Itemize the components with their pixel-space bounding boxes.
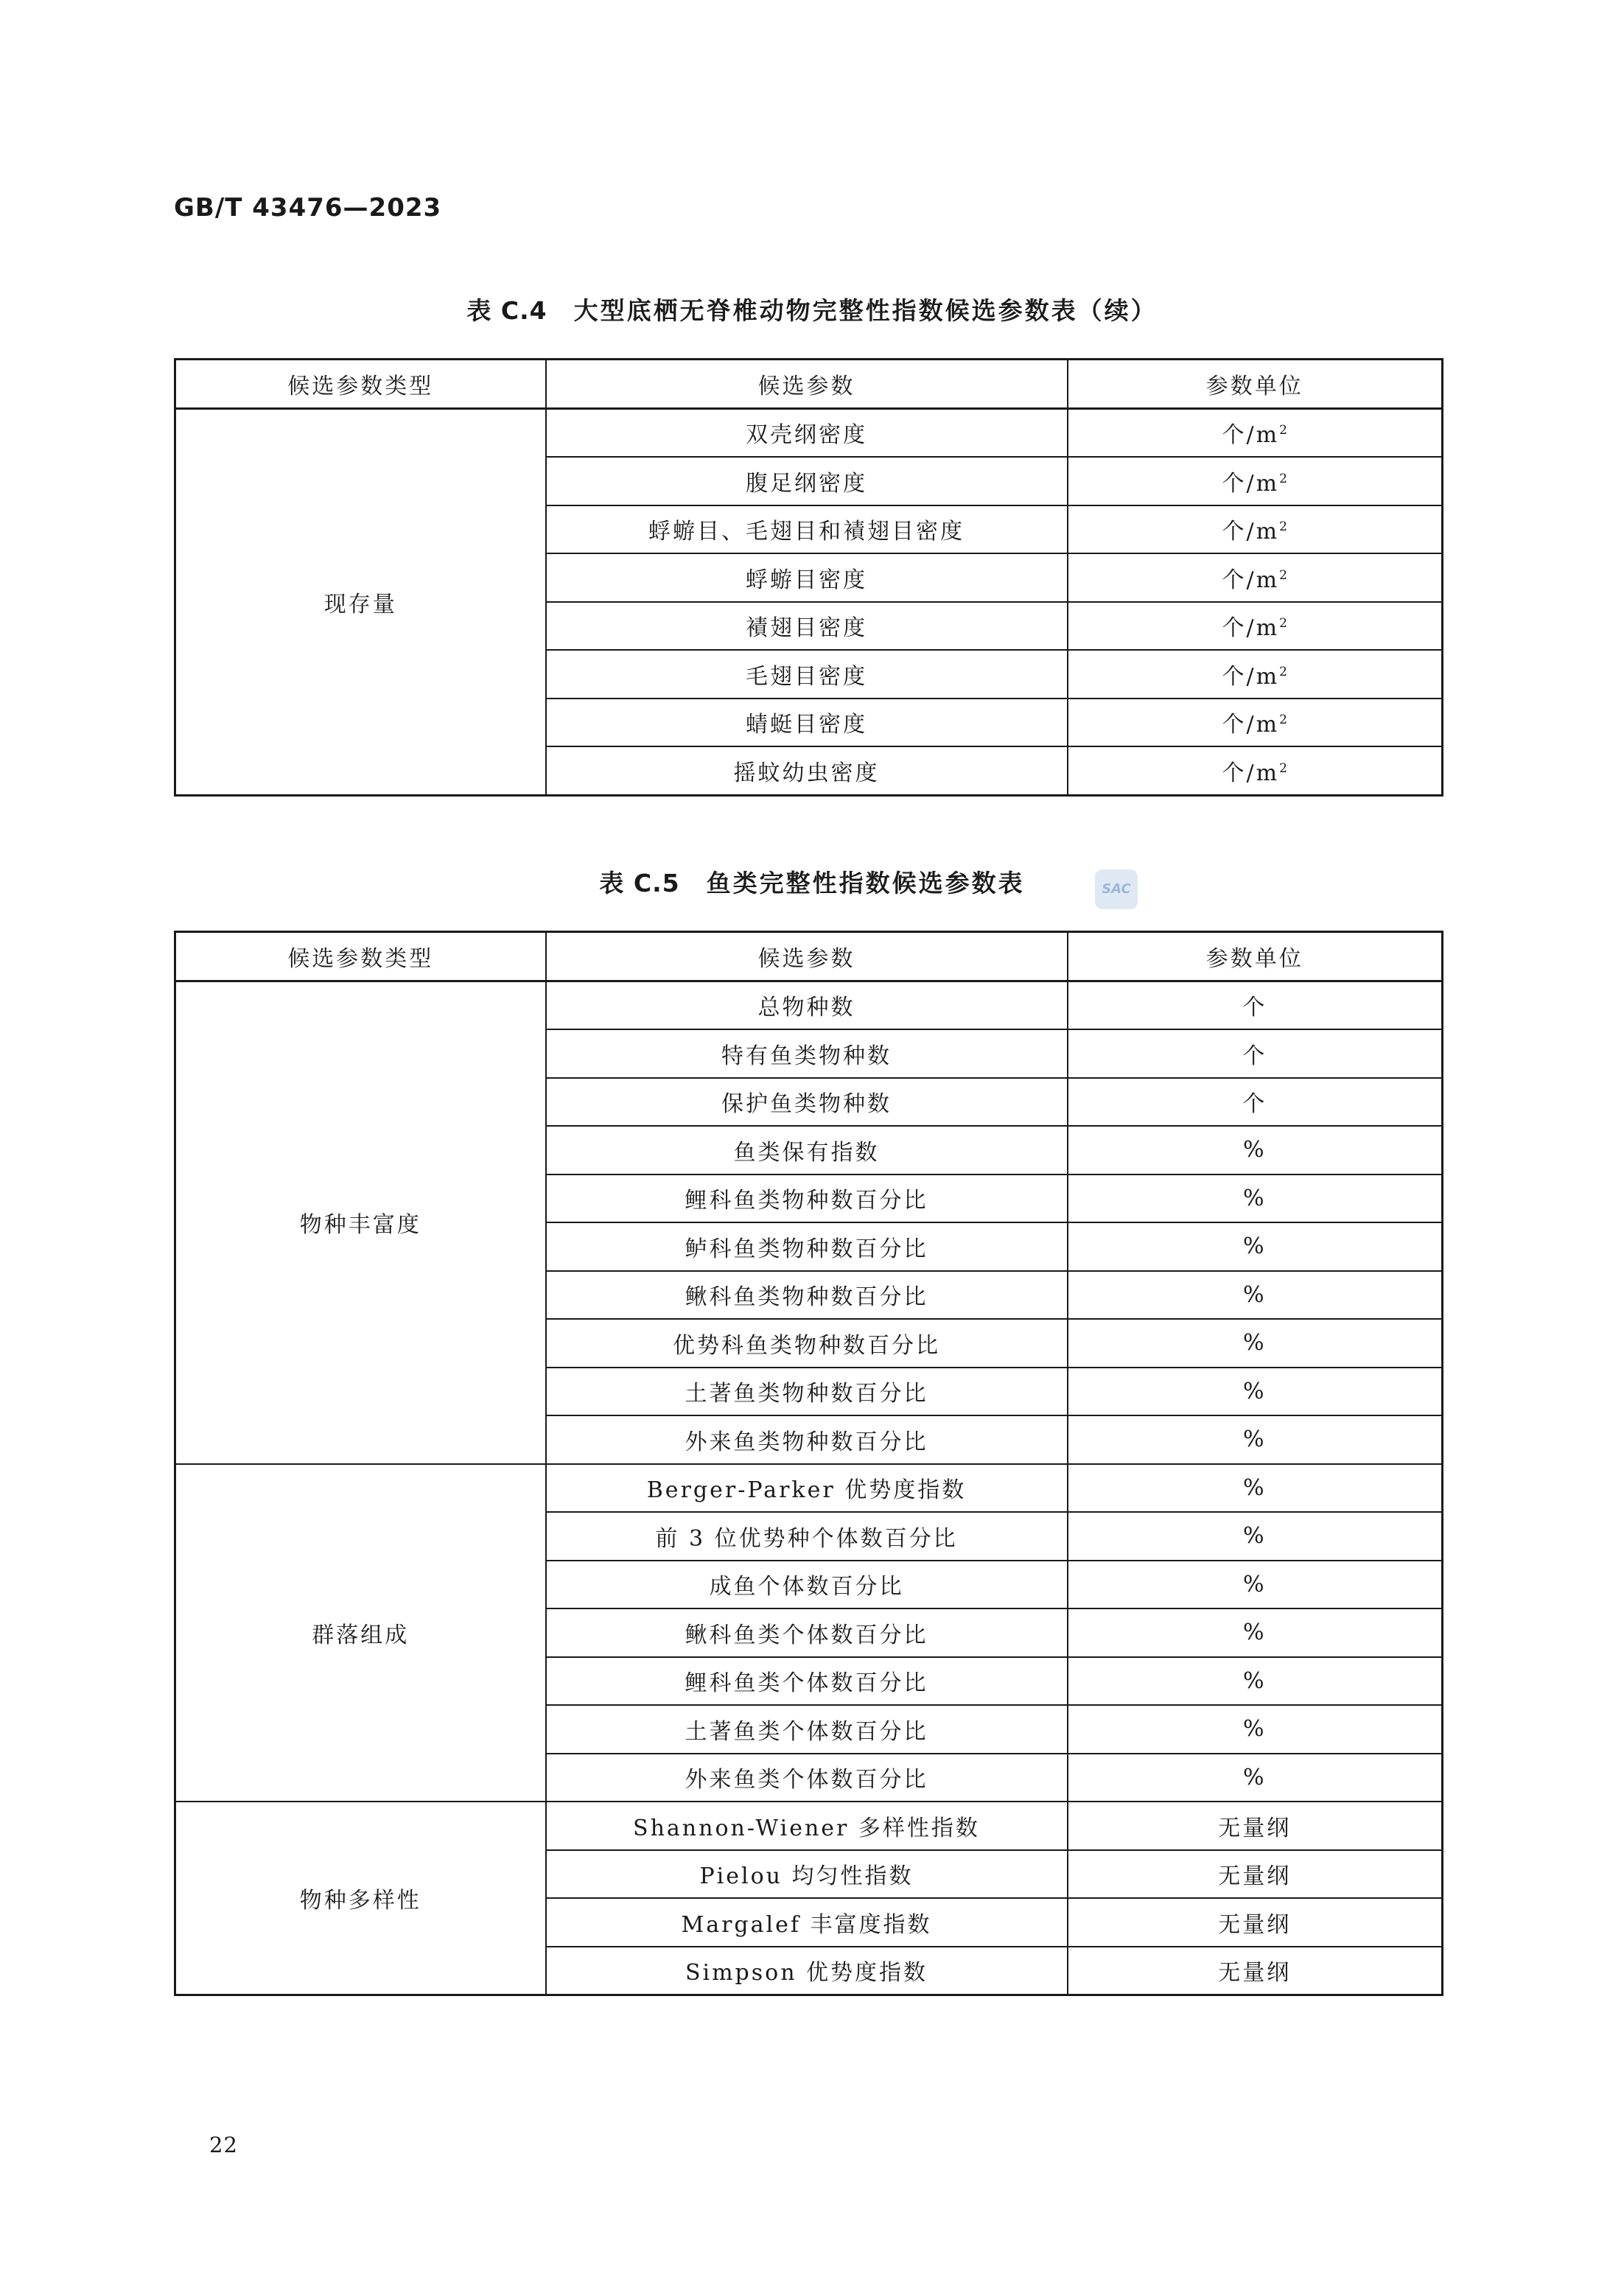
unit-text: 个/m xyxy=(1222,470,1280,497)
table-row xyxy=(175,1464,1443,1513)
param-cell: 成鱼个体数百分比 xyxy=(546,1561,1068,1609)
param-cell: 鲤科鱼类个体数百分比 xyxy=(546,1657,1068,1706)
header-cell-unit: 参数单位 xyxy=(1068,932,1443,981)
param-cell: 鳅科鱼类物种数百分比 xyxy=(546,1271,1068,1320)
param-cell: Pielou 均匀性指数 xyxy=(546,1850,1068,1899)
unit-cell xyxy=(1068,699,1443,747)
unit-exponent: 2 xyxy=(1279,664,1287,679)
unit-text: % xyxy=(1242,1764,1267,1790)
header-cell-unit: 参数单位 xyxy=(1068,360,1443,409)
unit-text: % xyxy=(1242,1185,1267,1211)
unit-cell xyxy=(1068,602,1443,651)
unit-exponent: 2 xyxy=(1279,760,1287,776)
header-cell-param: 候选参数 xyxy=(546,360,1068,409)
param-cell: 蜉蝣目、毛翅目和襀翅目密度 xyxy=(546,505,1068,554)
unit-text: % xyxy=(1242,1716,1267,1743)
table-c4-body xyxy=(175,408,1443,795)
unit-cell xyxy=(1068,1512,1443,1561)
unit-cell xyxy=(1068,408,1443,457)
param-cell: 保护鱼类物种数 xyxy=(546,1078,1068,1127)
table-c4-number: 表 C.4 xyxy=(466,296,547,325)
param-type-cell: 现存量 xyxy=(175,408,546,795)
unit-text: % xyxy=(1242,1281,1267,1308)
unit-text: 个/m xyxy=(1222,760,1280,786)
param-type-cell: 物种丰富度 xyxy=(175,981,546,1464)
param-cell: 双壳纲密度 xyxy=(546,408,1068,457)
param-cell: 蜻蜓目密度 xyxy=(546,699,1068,747)
param-type-cell: 群落组成 xyxy=(175,1464,546,1802)
unit-cell xyxy=(1068,1850,1443,1899)
unit-text: % xyxy=(1242,1137,1267,1163)
param-cell: 摇蚊幼虫密度 xyxy=(546,746,1068,795)
unit-text: % xyxy=(1242,1474,1267,1501)
unit-text: % xyxy=(1242,1426,1267,1453)
unit-cell xyxy=(1068,457,1443,505)
unit-text: 个/m xyxy=(1222,663,1280,690)
unit-text: 个/m xyxy=(1222,422,1280,449)
param-cell: 前 3 位优势种个体数百分比 xyxy=(546,1512,1068,1561)
param-cell: 鲤科鱼类物种数百分比 xyxy=(546,1174,1068,1223)
table-header-row xyxy=(175,360,1443,409)
param-cell: 鱼类保有指数 xyxy=(546,1126,1068,1174)
unit-cell xyxy=(1068,650,1443,699)
unit-cell xyxy=(1068,1319,1443,1368)
unit-cell xyxy=(1068,981,1443,1029)
unit-cell xyxy=(1068,1415,1443,1464)
unit-cell xyxy=(1068,1754,1443,1802)
param-cell: 总物种数 xyxy=(546,981,1068,1029)
table-c4-caption: 大型底栖无脊椎动物完整性指数候选参数表（续） xyxy=(573,296,1158,325)
unit-text: 个/m xyxy=(1222,712,1280,738)
param-cell: 特有鱼类物种数 xyxy=(546,1029,1068,1078)
unit-cell xyxy=(1068,505,1443,554)
param-cell: 襀翅目密度 xyxy=(546,602,1068,651)
table-row xyxy=(175,1802,1443,1850)
unit-exponent: 2 xyxy=(1279,567,1287,583)
unit-cell xyxy=(1068,1705,1443,1754)
unit-cell xyxy=(1068,1947,1443,1995)
unit-exponent: 2 xyxy=(1279,616,1287,631)
param-cell: 腹足纲密度 xyxy=(546,457,1068,505)
param-cell: 外来鱼类个体数百分比 xyxy=(546,1754,1068,1802)
unit-cell xyxy=(1068,1078,1443,1127)
param-cell: 土著鱼类个体数百分比 xyxy=(546,1705,1068,1754)
param-cell: 毛翅目密度 xyxy=(546,650,1068,699)
unit-cell xyxy=(1068,1029,1443,1078)
param-cell: Shannon-Wiener 多样性指数 xyxy=(546,1802,1068,1850)
unit-text: 无量纲 xyxy=(1218,1911,1292,1938)
unit-text: 无量纲 xyxy=(1218,1960,1292,1986)
unit-cell xyxy=(1068,1561,1443,1609)
standard-code: GB/T 43476—2023 xyxy=(174,193,442,223)
unit-cell xyxy=(1068,553,1443,602)
unit-text: % xyxy=(1242,1667,1267,1694)
unit-exponent: 2 xyxy=(1279,713,1287,728)
unit-text: 个 xyxy=(1242,1043,1267,1069)
unit-text: % xyxy=(1242,1378,1267,1404)
table-c4 xyxy=(174,358,1443,797)
param-type-cell: 物种多样性 xyxy=(175,1802,546,1995)
unit-text: 无量纲 xyxy=(1218,1815,1292,1841)
unit-text: % xyxy=(1242,1571,1267,1597)
unit-text: 个/m xyxy=(1222,615,1280,642)
page-number: 22 xyxy=(209,2132,238,2157)
header-cell-type: 候选参数类型 xyxy=(175,360,546,409)
table-c5-title xyxy=(0,864,1624,899)
param-cell: Berger-Parker 优势度指数 xyxy=(546,1464,1068,1513)
param-cell: 鲈科鱼类物种数百分比 xyxy=(546,1222,1068,1271)
unit-text: 个 xyxy=(1242,995,1267,1021)
unit-cell xyxy=(1068,1802,1443,1850)
unit-cell xyxy=(1068,746,1443,795)
unit-cell xyxy=(1068,1222,1443,1271)
unit-text: 个/m xyxy=(1222,519,1280,545)
unit-text: % xyxy=(1242,1523,1267,1550)
table-c5-body xyxy=(175,981,1443,1995)
unit-text: 无量纲 xyxy=(1218,1863,1292,1890)
unit-text: % xyxy=(1242,1620,1267,1646)
unit-exponent: 2 xyxy=(1279,519,1287,535)
unit-cell xyxy=(1068,1608,1443,1657)
param-cell: Simpson 优势度指数 xyxy=(546,1947,1068,1995)
unit-exponent: 2 xyxy=(1279,471,1287,486)
unit-text: % xyxy=(1242,1233,1267,1260)
unit-text: 个 xyxy=(1242,1091,1267,1118)
unit-text: 个/m xyxy=(1222,567,1280,593)
unit-cell xyxy=(1068,1464,1443,1513)
unit-exponent: 2 xyxy=(1279,423,1287,438)
unit-cell xyxy=(1068,1174,1443,1223)
unit-cell xyxy=(1068,1898,1443,1947)
table-row xyxy=(175,408,1443,457)
param-cell: 优势科鱼类物种数百分比 xyxy=(546,1319,1068,1368)
param-cell: 蜉蝣目密度 xyxy=(546,553,1068,602)
unit-cell xyxy=(1068,1271,1443,1320)
unit-cell xyxy=(1068,1657,1443,1706)
unit-cell xyxy=(1068,1126,1443,1174)
table-row xyxy=(175,981,1443,1029)
sac-watermark-logo: SAC xyxy=(1095,869,1138,909)
unit-cell xyxy=(1068,1368,1443,1416)
param-cell: 外来鱼类物种数百分比 xyxy=(546,1415,1068,1464)
param-cell: Margalef 丰富度指数 xyxy=(546,1898,1068,1947)
table-c4-title xyxy=(0,292,1624,326)
header-cell-type: 候选参数类型 xyxy=(175,932,546,981)
table-header-row xyxy=(175,932,1443,981)
table-c5-caption: 鱼类完整性指数候选参数表 xyxy=(706,869,1025,897)
param-cell: 土著鱼类物种数百分比 xyxy=(546,1368,1068,1416)
table-c5 xyxy=(174,931,1443,1996)
table-c5-number: 表 C.5 xyxy=(599,869,680,897)
param-cell: 鳅科鱼类个体数百分比 xyxy=(546,1608,1068,1657)
header-cell-param: 候选参数 xyxy=(546,932,1068,981)
unit-text: % xyxy=(1242,1330,1267,1356)
